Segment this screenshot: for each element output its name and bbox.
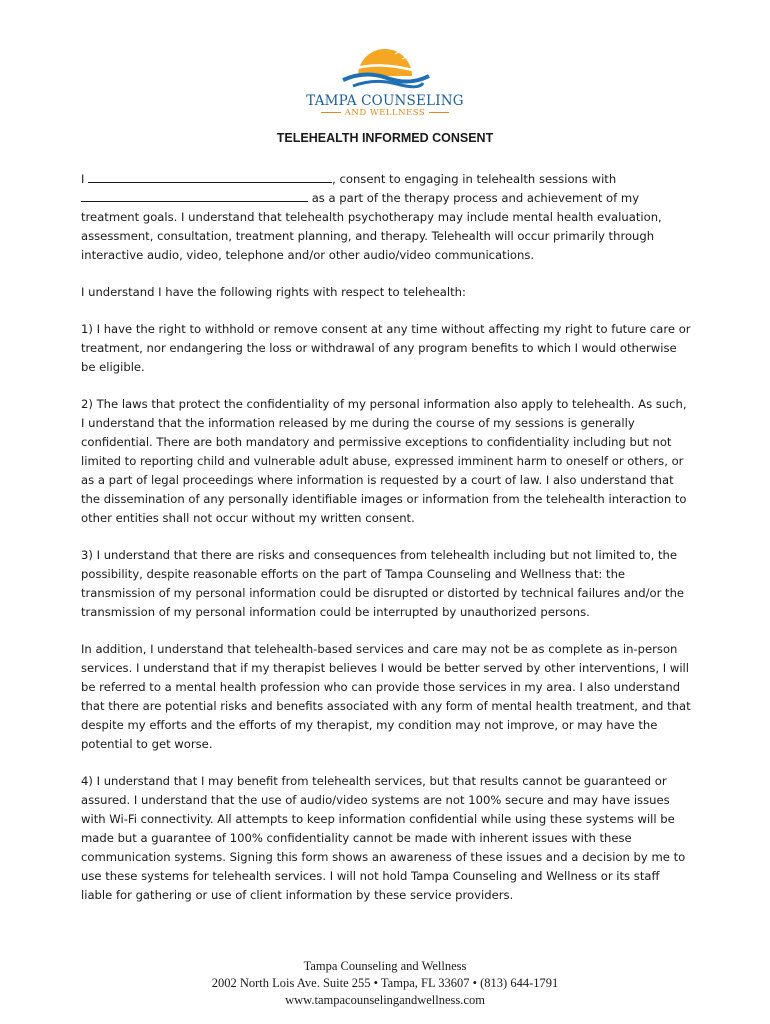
therapist-name-blank[interactable] (81, 190, 308, 202)
footer-website: www.tampacounselingandwellness.com (285, 993, 485, 1007)
document-title: TELEHEALTH INFORMED CONSENT (276, 131, 494, 145)
logo-sub (305, 108, 465, 118)
paragraph-4: 4) I understand that I may benefit from telehealth services, but that results cannot be guaranteed or assured. I understand that the use of audio/video systems are not 100% secure and may have issues with Wi-Fi connectivity. All attempts to keep information confidential while using these systems will be made but a guarantee of 100% confidentiality cannot be made with inherent issues with these communication systems. Signing this form shows an awareness of these issues and a decision by me to use these systems for telehealth services. I will not hold Tampa Counseling and Wellness or its staff liable for gathering or use of client information by these service providers. (81, 774, 686, 902)
intro-text-2: , consent to engaging in telehealth sessions with (332, 172, 617, 186)
paragraph-1: 1) I have the right to withhold or remove consent at any time without affecting my right to future care or treatment, nor endangering the loss or withdrawal of any program benefits to which I would otherwise be eligible. (81, 322, 691, 374)
logo-sub-text: AND WELLNESS (344, 108, 426, 118)
sun-wave-icon (305, 40, 465, 96)
footer-org: Tampa Counseling and Wellness (303, 959, 467, 973)
client-name-blank[interactable] (88, 171, 332, 183)
document-body (81, 170, 691, 923)
intro-text-1: I (81, 172, 85, 186)
logo (305, 40, 465, 120)
paragraph-2: 2) The laws that protect the confidentiality of my personal information also apply to telehealth. As such, I understand that the information released by me during the course of my sessions is generally confidential. There are both mandatory and permissive exceptions to confidentiality including but not limited to reporting child and vulnerable adult abuse, expressed imminent harm to oneself or others, or as a part of legal proceedings where information is requested by a court of law. I also understand that the dissemination of any personally identifiable images or information from the telehealth interaction to other entities shall not occur without my written consent. (81, 397, 687, 525)
logo-name: TAMPA COUNSELING (306, 93, 464, 109)
footer (0, 958, 770, 1009)
intro-text-3: as a part of the therapy process and achievement of my treatment goals. I understand that telehealth psychotherapy may include mental health evaluation, assessment, consultation, treatment planning, and therapy. Telehealth will occur primarily through interactive audio, video, telephone and/or other audio/video communications. (81, 191, 662, 262)
footer-address: 2002 North Lois Ave. Suite 255 • Tampa, FL 33607 • (813) 644-1791 (211, 976, 559, 990)
intro-paragraph (81, 170, 691, 265)
rights-intro: I understand I have the following rights with respect to telehealth: (81, 285, 466, 299)
paragraph-additional: In addition, I understand that telehealth-based services and care may not be as complete as in-person services. I understand that if my therapist believes I would be better served by other interventions, I will be referred to a mental health profession who can provide those services in my area. I also understand that there are potential risks and benefits associated with any form of mental health treatment, and that despite my efforts and the efforts of my therapist, my condition may not improve, or may have the potential to get worse. (81, 642, 691, 751)
paragraph-3: 3) I understand that there are risks and consequences from telehealth including but not limited to, the possibility, despite reasonable efforts on the part of Tampa Counseling and Wellness that: the transmission of my personal information could be disrupted or distorted by technical failures and/or the transmission of my personal information could be interrupted by unauthorized persons. (81, 548, 685, 619)
